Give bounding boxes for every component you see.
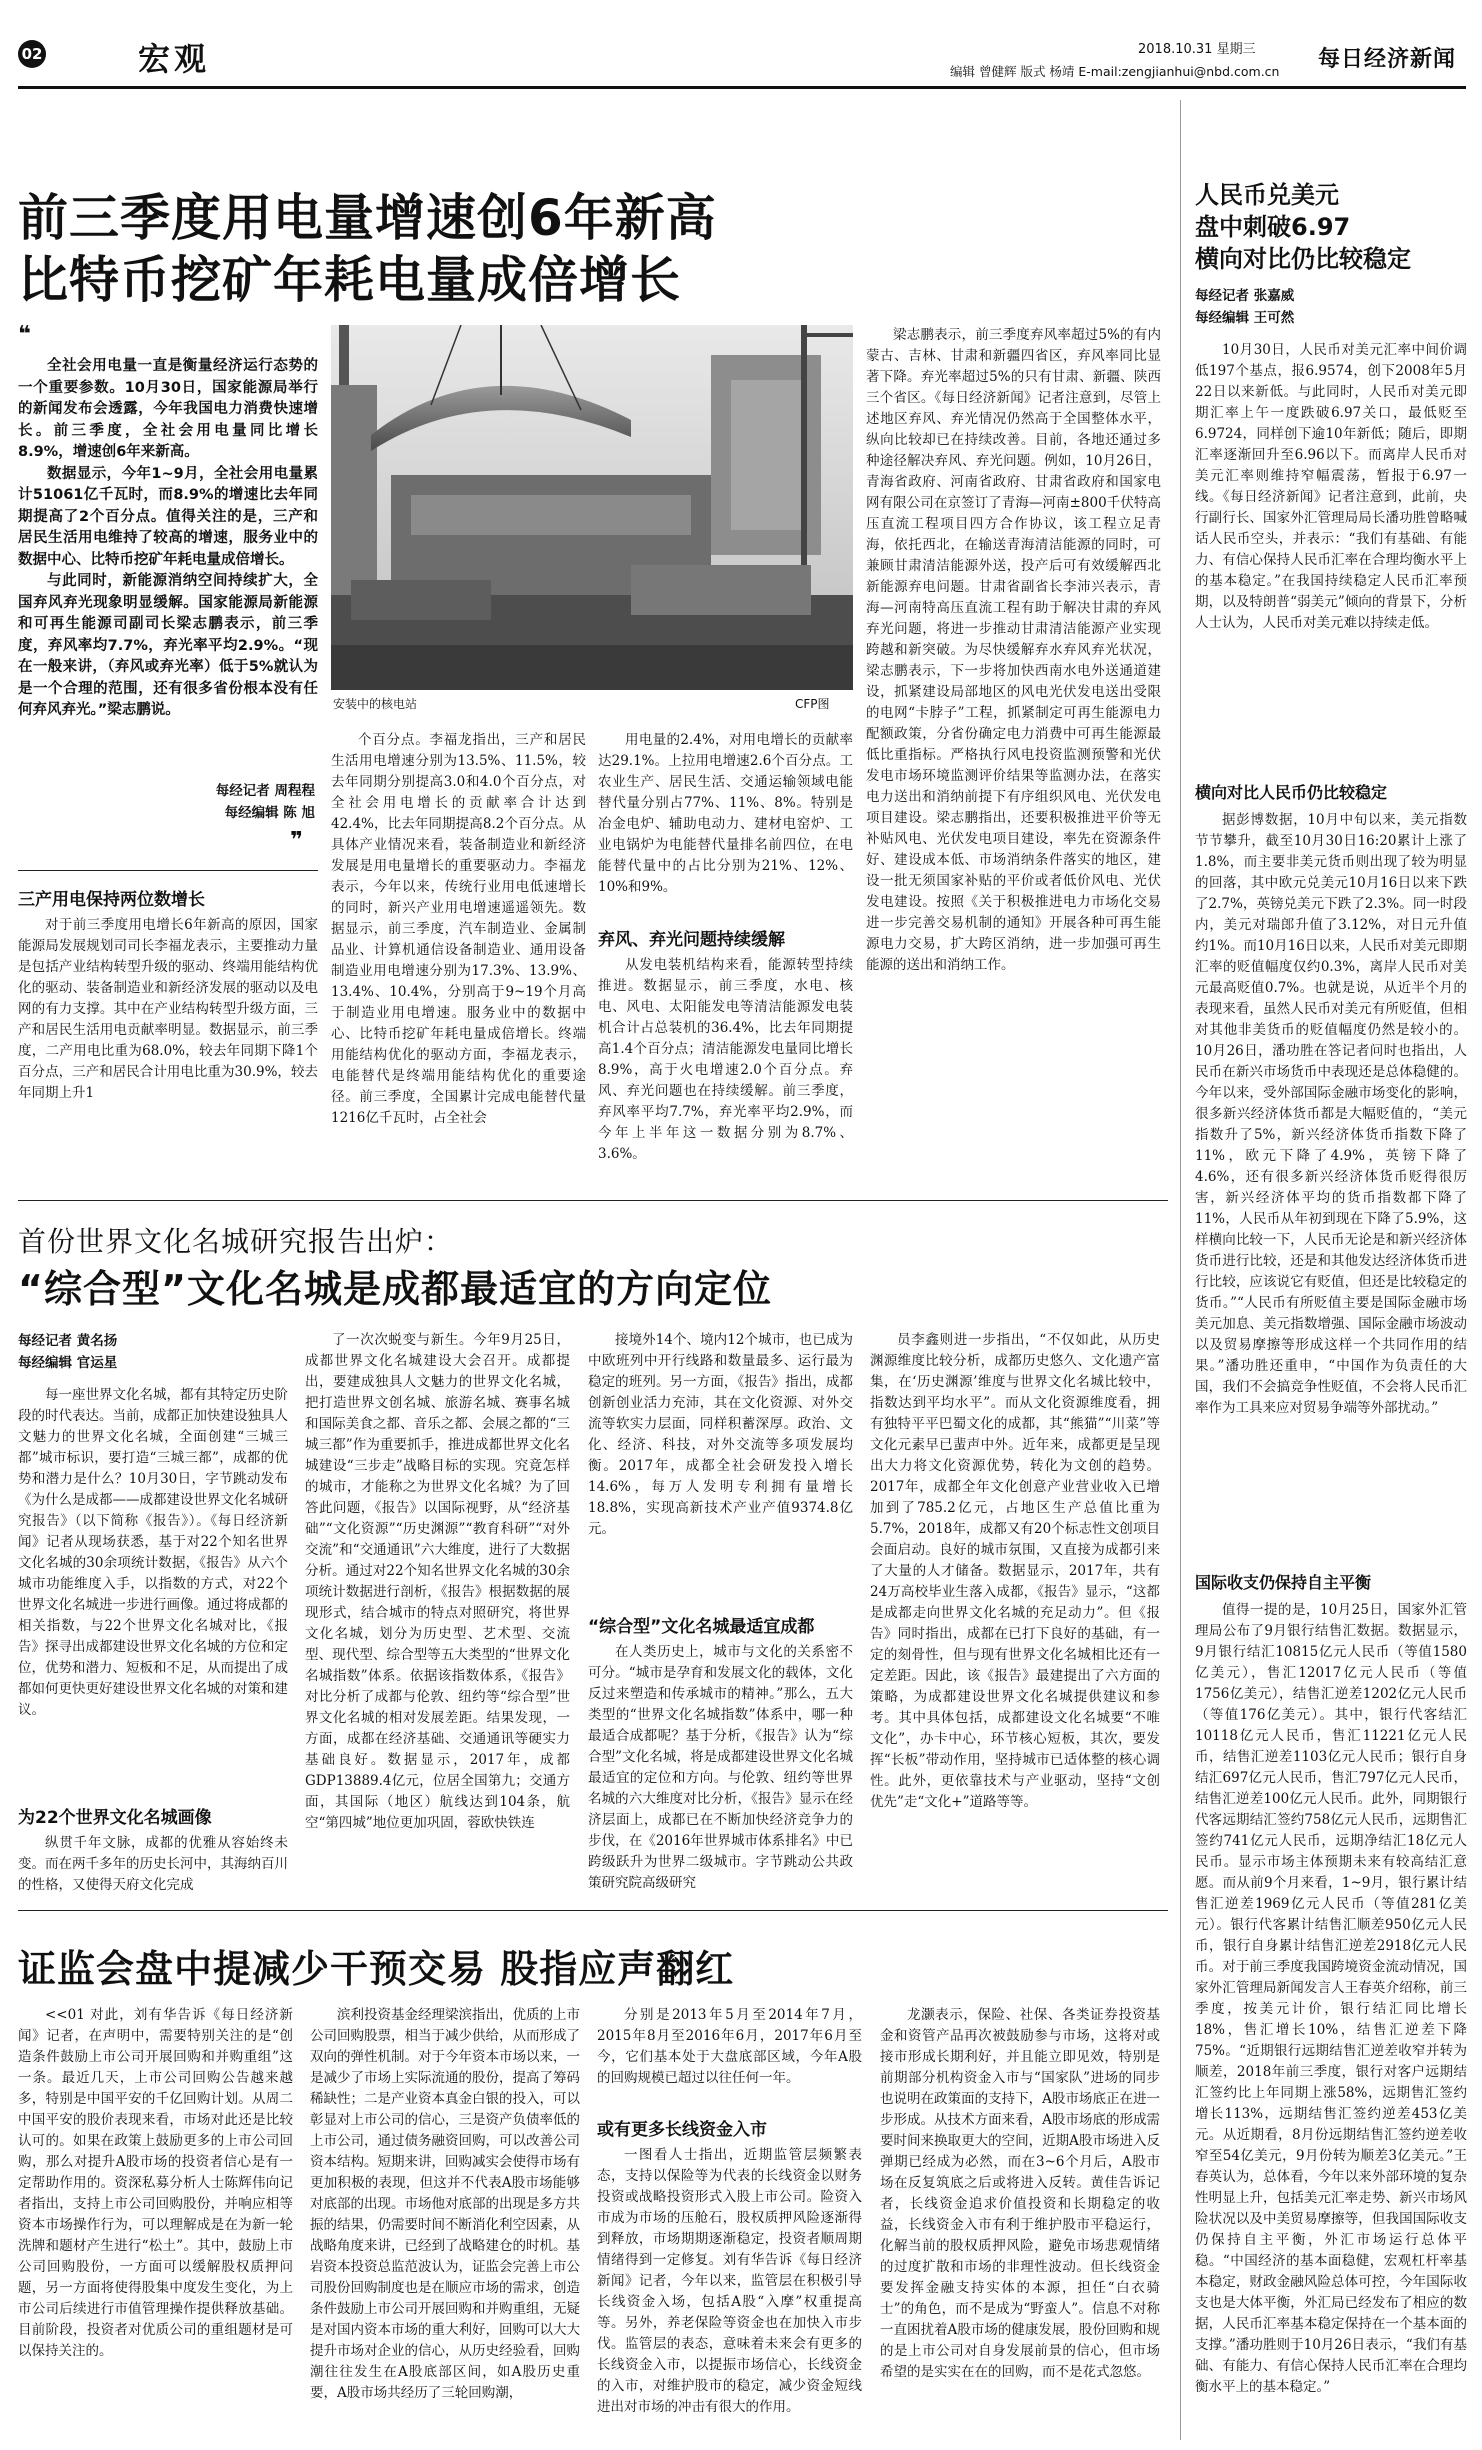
- body-text: 对于前三季度用电增长6年新高的原因，国家能源局发展规划司司长李福龙表示，主要推动力量是包括产业结构转型升级的驱动、终端用能结构优化的驱动、装备制造业和新经济发展的驱动以及电网的有力支撑。其中在产业结构转型升级方面，三产和居民生活用电贡献率明显。数据显示，前三季度，二产用电比重为68.0%，较去年同期下降1个百分点，三产和居民合计用电比重为30.9%，较去年同期上升1: [18, 917, 318, 1101]
- body-text: 接境外14个、境内12个城市，也已成为中欧班列中开行线路和数量最多、运行最为稳定的班列。另一方面，《报告》指出，成都创新创业活力充沛，其在文化资源、对外交流等软实力层面，同样积蓄深厚。政治、文化、经济、科技，对外交流等多项发展均衡。2017年，成都全社会研发投入增长14.6%，每万人发明专利拥有量增长18.8%，实现高新技术产业产值9374.8亿元。: [588, 1332, 853, 1537]
- header-rule: [18, 86, 1466, 89]
- article2-headline: “综合型”文化名城是成都最适宜的方向定位: [18, 1267, 772, 1311]
- subhead-balance-of-payments: 国际收支仍保持自主平衡: [1195, 1573, 1372, 1592]
- article2-column-4: [870, 1330, 1160, 1905]
- lead-paragraph-3: 与此同时，新能源消纳空间持续扩大，全国弃风弃光现象明显缓解。国家能源局新能源和可再生能源司副司长梁志鹏表示，前三季度，弃风率均7.7%，弃光率平均2.9%。“现在一般来讲，（弃风或弃光率）低于5%就认为是一个合理的范围，还有很多省份根本没有任何弃风弃光。”梁志鹏说。: [18, 573, 318, 718]
- subhead-horizontal-compare: 横向对比人民币仍比较稳定: [1195, 783, 1388, 802]
- page-number-badge: 02: [18, 40, 46, 68]
- headline-line-1: 前三季度用电量增速创6年新高: [18, 189, 717, 247]
- body-text: 分别是2013年5月至2014年7月，2015年8月至2016年6月，2017年6月至今，它们基本处于大盘底部区域，今年A股的回购规模已超过以往任何一年。: [597, 2007, 862, 2086]
- sidebar-headline-3: 横向对比仍比较稳定: [1195, 245, 1411, 273]
- article-csrc: [0, 1910, 1170, 2450]
- article2-column-3: [588, 1330, 853, 1605]
- sidebar-divider: [1180, 100, 1181, 2440]
- body-text: 据彭博数据，10月中旬以来，美元指数节节攀升，截至10月30日16:20累计上涨了1.8%，而主要非美元货币则出现了较为明显的回落，其中欧元兑美元10月16日以来下跌了2.7%，英镑兑美元下跌了2.3%。同一时段内，美元对瑞郎升值了3.12%，对日元升值约1%。而10月16日以来，人民币对美元即期汇率的贬值幅度仅约0.3%，离岸人民币对美元最高贬值0.7%。也就是说，从近半个月的表现来看，虽然人民币对美元有所贬值，但相对其他非美货币的贬值幅度仍然是较小的。10月26日，潘功胜在答记者问时也指出，人民币在新兴市场货币中表现还是总体稳健的。今年以来，受外部国际金融市场变化的影响，很多新兴经济体货币都是大幅贬值的，“美元指数升了5%，新兴经济体货币指数下降了11%，欧元下降了4.9%，英镑下降了4.6%，还有很多新兴经济体货币贬得很厉害，新兴经济体平均的货币指数都下降了11%，人民币从年初到现在下降了5.9%，这样横向比较一下，人民币无论是和新兴经济体货币进行比较，还是和其他发达经济体货币进行比较，应该说它有贬值，但还是比较稳定的货币。”“人民币有所贬值主要是国际金融市场美元加息、美元指数增强、国际金融市场波动以及贸易摩擦等形成这样一个共同作用的结果。”潘功胜还重申，“中国作为负责任的大国，我们不会搞竞争性贬值，不会将人民币汇率作为工具来应对贸易争端等外部扰动。”: [1195, 812, 1467, 1416]
- sidebar-headline-1: 人民币兑美元: [1195, 181, 1339, 209]
- byline-reporter: 每经记者 张嘉威: [1195, 288, 1295, 304]
- photo-credit: CFP图: [795, 697, 830, 711]
- byline-editor: 每经编辑 陈 旭: [224, 805, 315, 821]
- article3-column-4: [880, 2005, 1160, 2445]
- byline-article2: [18, 1330, 117, 1374]
- article-culture-city: [0, 1200, 1170, 1910]
- article3-headline: 证监会盘中提减少干预交易 股指应声翻红: [18, 1947, 735, 1991]
- subhead-long-term-capital: 或有更多长线资金入市: [597, 2120, 767, 2140]
- subhead-city-portrait: 为22个世界文化名城画像: [18, 1808, 212, 1828]
- sidebar-rmb: [1195, 95, 1467, 2445]
- article1-column-4: [866, 325, 1161, 1195]
- article2-column-3b: [588, 1642, 853, 1904]
- sidebar-headline-2: 盘中刺破6.97: [1195, 213, 1351, 241]
- body-text: 用电量的2.4%，对用电增长的贡献率达29.1%。上拉用电增速2.6个百分点。工农业生产、居民生活、交通运输领域电能替代量分别占77%、11%、8%。特别是冶金电炉、辅助电动力、建材电窑炉、工业电锅炉为电能替代量排名前四位，在电能替代量中的占比分别为21%、12%、10%和9%。: [598, 732, 853, 895]
- body-text: <<01 对此，刘有华告诉《每日经济新闻》记者，在声明中，需要特别关注的是“创造条件鼓励上市公司开展回购和并购重组”这一条。最近几天，上市公司回购公告越来越多，特别是中国平安的千亿回购计划。从周二中国平安的股价表现来看，市场对此还是比较认可的。如果在政策上鼓励更多的上市公司回购，那么对提升A股市场的投资者信心是有一定帮助作用的。资深私募分析人士陈辉伟向记者指出，支持上市公司回购股份，并响应相等资本市场操作行为，可以理解成是在为新一轮洗牌和题材产生进行“松土”。其中，鼓励上市公司回购股份，一方面可以缓解股权质押问题，另一方面将使得股集中度发生变化，为上市公司后续进行市值管理操作提供释放基础。目前阶段，投资者对优质公司的重组题材是可以保持关注的。: [18, 2007, 293, 2359]
- subhead-curtailment: 弃风、弃光问题持续缓解: [598, 930, 785, 950]
- open-quote-icon: ❝: [18, 322, 31, 347]
- sidebar-text-3: [1195, 1600, 1467, 2440]
- byline-article1: [165, 780, 315, 824]
- sidebar-text-2: [1195, 810, 1467, 1560]
- section-name: 宏观: [138, 40, 211, 78]
- article3-column-1: [18, 2005, 293, 2445]
- lead-divider: [18, 870, 318, 871]
- subhead-comprehensive: “综合型”文化名城最适宜成都: [588, 1617, 815, 1637]
- article2-column-1: [18, 1385, 288, 1795]
- body-text: 纵贯千年文脉，成都的优雅从容始终未变。而在两千多年的历史长河中，其海纳百川的性格，又使得天府文化完成: [18, 1835, 288, 1893]
- body-text: 个百分点。李福龙指出，三产和居民生活用电增速分别为13.5%、11.5%，较去年同期分别提高3.0和4.0个百分点，对全社会用电增长的贡献率合计达到42.4%，比去年同期提高8.2个百分点。从具体产业情况来看，装备制造业和新经济发展是用电量增长的重要驱动力。李福龙表示，今年以来，传统行业用电低速增长的同时，新兴产业用电增速遥遥领先。数据显示，前三季度，汽车制造业、金属制品业、计算机通信设备制造业、通用设备制造业用电增速分别为17.3%、13.9%、13.4%、10.4%，分别高于9~19个月高于制造业用电增速。服务业中的数据中心、比特币挖矿年耗电量成倍增长。终端用能结构优化的驱动方面，李福龙表示，电能替代是终端用能结构优化的重要途径。前三季度，全国累计完成电能替代量1216亿千瓦时，占全社会: [331, 732, 586, 1126]
- photo-caption: 安装中的核电站: [333, 697, 418, 711]
- page-header: [0, 0, 1482, 90]
- issue-date: 2018.10.31 星期三: [1138, 42, 1256, 57]
- byline-reporter: 每经记者 黄名扬: [18, 1333, 118, 1349]
- body-text: 10月30日，人民币对美元汇率中间价调低197个基点，报6.9574，创下2008年5月22日以来新低。与此同时，人民币对美元即期汇率上午一度跌破6.97关口，最低贬至6.9724，同样创下逾10年新低；随后，即期汇率逐渐回升至6.96以下。而离岸人民币对美元汇率则维持窄幅震荡，暂报于6.97一线。《每日经济新闻》记者注意到，此前，央行副行长、国家外汇管理局局长潘功胜曾略喊话人民币空头，并表示：“我们有基础、有能力、有信心保持人民币汇率在合理均衡水平上的基本稳定。”在我国持续稳定人民币汇率预期，以及特朗普“弱美元”倾向的背景下，分析人士认为，人民币对美元难以持续走低。: [1195, 342, 1467, 631]
- article2-column-2: [305, 1330, 570, 1905]
- lead-column: [18, 356, 318, 776]
- byline-sidebar: [1195, 285, 1294, 329]
- sidebar-text-1: [1195, 340, 1467, 770]
- body-text: 员李鑫则进一步指出，“不仅如此，从历史渊源维度比较分析，成都历史悠久、文化遗产富集，在‘历史渊源’维度与世界文化名城比较中，指数达到平均水平”。而从文化资源维度看，拥有独特平平巴蜀文化的成都，其“熊猫”“川菜”等文化元素早已蜚声中外。近年来，成都更是呈现出大力将文化资源优势，转化为文创的趋势。2017年，成都全年文化创意产业营业收入已增加到了785.2亿元，占地区生产总值比重为5.7%，2018年，成都又有20个标志性文创项目会面启动。良好的城市氛围，又直接为成都引来了大量的人才储备。数据显示，2017年，共有24万高校毕业生落入成都，《报告》显示，“这都是成都走向世界文化名城的充足动力”。但《报告》同时指出，成都在已打下良好的基础，有一定的刻骨性，但与现有世界文化名城相比还有一定差距。因此，该《报告》最建提出了六方面的策略，为成都建设世界文化名城提供建议和参考。其中具体包括，成都建设文化名城要“不唯文化”，办卡中心，环节核心短板，其次，要发挥“长板”带动作用，坚持城市已适体整的核心调性。此外，更依靠技术与产业驱动，坚持“文创优先”走“文化+”道路等等。: [870, 1332, 1160, 1810]
- lead-paragraph-1: 全社会用电量一直是衡量经济运行态势的一个重要参数。10月30日，国家能源局举行的新闻发布会透露，今年我国电力消费快速增长。前三季度，全社会用电量同比增长8.9%，增速创6年来新高。: [18, 358, 318, 460]
- body-text: 在人类历史上，城市与文化的关系密不可分。“城市是孕育和发展文化的载体，文化反过来塑造和传承城市的精神。”那么，五大类型的“世界文化名城指数”体系中，哪一种最适合成都呢？基于分析，《报告》认为“综合型”文化名城，将是成都建设世界文化名城最适宜的定位和方向。与伦敦、纽约等世界名城的六大维度对比分析，《报告》显示在经济层面上，成都已在不断加快经济竞争力的步伐，在《2016年世界城市体系排名》中已跨级跃升为世界二级城市。字节跳动公共政策研究院高级研究: [588, 1644, 853, 1891]
- article3-column-3: [597, 2005, 862, 2105]
- byline-editor: 每经编辑 官运星: [18, 1355, 118, 1371]
- body-text: 每一座世界文化名城，都有其特定历史阶段的时代表达。当前，成都正加快建设独具人文魅力的世界文化名城，全面创建“三城三都”城市标识，要打造“三城三都”，成都的优势和潜力是什么？10月30日，字节跳动发布《为什么是成都——成都建设世界文化名城研究报告》（以下简称《报告》）。《每日经济新闻》记者从现场获悉，基于对22个知名世界文化名城的30余项统计数据，《报告》从六个城市功能维度入手，以指数的方式，对22个世界文化名城进一步进行画像。通过将成都的相关指数，与22个世界文化名城对比，《报告》探寻出成都建设世界文化名城的方位和定位，优势和潜力、短板和不足，从而提出了成都如何更快更好建设世界文化名城的对策和建议。: [18, 1387, 288, 1718]
- body-text: 从发电装机结构来看，能源转型持续推进。数据显示，前三季度，水电、核电、风电、太阳能发电等清洁能源发电装机合计占总装机的36.4%，比去年同期提高1.4个百分点；清洁能源发电量同比增长8.9%，高于火电增速2.0个百分点。弃风、弃光问题也在持续缓解。前三季度，弃风率平均7.7%，弃光率平均2.9%，而今年上半年这一数据分别为8.7%、3.6%。: [598, 957, 853, 1162]
- article2-column-1b: [18, 1833, 288, 1903]
- photo-nuclear-plant: [331, 325, 853, 690]
- body-text: 一图看人士指出，近期监管层频繁表态，支持以保险等为代表的长线资金以财务投资或战略投资形式入股上市公司。险资入市成为市场的压舱石，股权质押风险逐渐得到释放，市场期期逐渐稳定，投资者顺周期情绪得到一定修复。刘有华告诉《每日经济新闻》记者，今年以来，监管层在积极引导长线资金入场，包括A股“入摩”权重提高等。另外，养老保险等资金也在加快入市步伐。监管层的表态，意味着未来会有更多的长线资金入市，以提振市场信心，长线资金的入市，对维护股市的稳定，减少资金短线进出对市场的冲击有很大的作用。: [597, 2147, 862, 2415]
- article1-column-1: [18, 915, 318, 1195]
- body-text: 梁志鹏表示，前三季度弃风率超过5%的有内蒙古、吉林、甘肃和新疆四省区，弃风率同比显著下降。弃光率超过5%的只有甘肃、新疆、陕西三个省区。《每日经济新闻》记者注意到，尽管上述地区弃风、弃光情况仍然高于全国整体水平，纵向比较却已在持续改善。目前，各地还通过多种途径解决弃风、弃光问题。例如，10月26日，青海省政府、河南省政府、甘肃省政府和国家电网有限公司在京签订了青海—河南±800千伏特高压直流工程项目四方合作协议，该工程立足青海，依托西北，在输送青海清洁能源的同时，可兼顾甘肃清洁能源外送，投产后可有效缓解西北新能源弃电问题。甘肃省副省长李沛兴表示，青海—河南特高压直流工程有助于解决甘肃的弃风弃光问题，将进一步推动甘肃清洁能源产业实现跨越和新突破。为尽快缓解弃水弃风弃光状况，梁志鹏表示，下一步将加快西南水电外送通道建设，抓紧建设局部地区的风电光伏发电送出受限的电网“卡脖子”工程，抓紧制定可再生能源电力配额政策，分省份确定电力消费中可再生能源最低比重指标。严格执行风电投资监测预警和光伏发电市场环境监测评价结果等监测办法，在落实电力送出和消纳前提下有序组织风电、光伏发电项目建设。梁志鹏指出，还要积极推进平价等无补贴风电、光伏发电项目建设，率先在资源条件好、建设成本低、市场消纳条件落实的地区，建设一批无须国家补贴的平价或者低价风电、光伏发电建设。按照《关于积极推进电力市场化交易 进一步完善交易机制的通知》开展各种可再生能源电力交易，扩大跨区消纳，进一步加强可再生能源的送出和消纳工作。: [866, 327, 1161, 973]
- body-text: 滨利投资基金经理梁滨指出，优质的上市公司回购股票，相当于减少供给，从而形成了双向的弹性机制。对于今年资本市场以来，一是减少了市场上实际流通的股份，提高了筹码稀缺性；二是产业资本真金白银的投入，可以彰显对上市公司的信心，三是资产负债率低的上市公司，通过债务融资回购，可以改善公司资本结构。短期来讲，回购减实会使得市场有更加积极的表现，但这并不代表A股市场能够对底部的出现。市场他对底部的出现是多方共振的结果，仍需要时间不断消化利空因素，从战略角度来讲，已经到了战略建仓的时机。基岩资本投资总监范波认为，证监会完善上市公司股份回购制度也是在顺应市场的需求，创造条件鼓励上市公司开展回购和并购重组，无疑是对国内资本市场的重大利好，回购可以大大提升市场对企业的信心，从历史经验看，回购潮往往发生在A股底部区间，如A股历史重要，A股市场共经历了三轮回购潮，: [310, 2007, 580, 2401]
- body-text: 龙灏表示，保险、社保、各类证券投资基金和资管产品再次被鼓励参与市场，这将对或接市形成长期利好，并且能立即见效，特别是前期部分机构资金入市与“国家队”进场的同步也说明在政策面的支持下，A股市场底正在进一步形成。从技术方面来看，A股市场底的形成需要时间来换取更大的空间，近期A股市场进入反弹期已经成为必然，而在3~6个月后，A股市场在反复筑底之后或将进入反转。黄佳告诉记者，长线资金追求价值投资和长期稳定的收益，长线资金入市有利于维护股市平稳运行，化解当前的股权质押风险，避免市场悲观情绪的过度扩散和市场的非理性波动。但长线资金要发挥金融支持实体的本源，担任“白衣骑士”的角色，而不是成为“野蛮人”。信息不对称一直困扰着A股市场的健康发展，股份回购和规的是上市公司对自身发展前景的信心，但市场希望的是实实在在的回购，而不是花式忽悠。: [880, 2007, 1160, 2380]
- editors-line: 编辑 曾健辉 版式 杨靖 E-mail:zengjianhui@nbd.com.cn: [950, 64, 1280, 79]
- byline-reporter: 每经记者 周程程: [215, 783, 315, 799]
- article1-column-3: [598, 730, 853, 915]
- article2-kicker: 首份世界文化名城研究报告出炉：: [18, 1225, 454, 1258]
- photo-illustration: [331, 325, 853, 690]
- close-quote-icon: ❞: [290, 828, 303, 853]
- subhead-tertiary-growth: 三产用电保持两位数增长: [18, 890, 205, 910]
- masthead-logo: 每日经济新闻: [1318, 47, 1457, 72]
- headline-line-2: 比特币挖矿年耗电量成倍增长: [18, 251, 681, 309]
- article3-column-3b: [597, 2145, 862, 2445]
- body-text: 值得一提的是，10月25日，国家外汇管理局公布了9月银行结售汇数据。数据显示，9月银行结汇10815亿元人民币（等值1580亿美元），售汇12017亿元人民币（等值1756亿美元），结售汇逆差1202亿元人民币（等值176亿美元）。其中，银行代客结汇10118亿元人民币，售汇11221亿元人民币，结售汇逆差1103亿元人民币；银行自身结汇697亿元人民币，售汇797亿元人民币，结售汇逆差100亿元人民币。此外，同期银行代客远期结汇签约758亿元人民币，远期售汇签约741亿元人民币，远期净结汇18亿元人民币。显示市场主体预期未来有较高结汇意愿。而从前9个月来看，1~9月，银行累计结售汇逆差1969亿元人民币（等值281亿美元）。银行代客累计结售汇顺差950亿元人民币，银行自身累计结售汇逆差2918亿元人民币。对于前三季度我国跨境资金流动情况，国家外汇管理局新闻发言人王春英介绍称，前三季度，按美元计价，银行结汇同比增长18%，售汇增长10%，结售汇逆差下降75%。“近期银行远期结售汇逆差收窄并转为顺差，2018年前三季度，银行对客户远期结汇签约比上年同期上涨58%，远期售汇签约增长113%，远期结售汇签约逆差453亿美元。从近期看，8月份远期结售汇签约逆差收窄至54亿美元，9月份转为顺差3亿美元。”王春英认为，总体看，今年以来外部环境的复杂性明显上升，包括美元汇率走势、新兴市场风险状况以及中美贸易摩擦等，但我国国际收支仍保持自主平衡，外汇市场运行总体平稳。“中国经济的基本面稳健，宏观杠杆率基本稳定，财政金融风险总体可控，今年国际收支也是大体平衡，外汇局已经发布了相应的数据，人民币汇率基本稳定保持在一个基本面的支撑。”潘功胜则于10月26日表示，“我们有基础、有能力、有信心保持人民币汇率在合理均衡水平上的基本稳定。”: [1195, 1602, 1467, 2395]
- article1-column-2: [331, 730, 586, 1195]
- byline-editor: 每经编辑 王可然: [1195, 310, 1295, 326]
- lead-paragraph-2: 数据显示，今年1~9月，全社会用电量累计51061亿千瓦时，而8.9%的增速比去年同期提高了2个百分点。值得关注的是，三产和居民生活用电维持了较高的增速，服务业中的数据中心、比特币挖矿年耗电量成倍增长。: [18, 465, 318, 568]
- article1-column-3b: [598, 955, 853, 1195]
- body-text: 了一次次蜕变与新生。今年9月25日，成都世界文化名城建设大会召开。成都提出，要建成独具人文魅力的世界文化名城，把打造世界文创名城、旅游名城、赛事名城和国际美食之都、音乐之都、会展之都的“三城三都”作为重要抓手，推进成都世界文化名城建设“三步走”战略目标的实现。究竟怎样的城市，才能称之为世界文化名城？为了回答此问题，《报告》以国际视野，从“经济基础”“文化资源”“历史渊源”“教育科研”“对外交流”和“交通通讯”六大维度，进行了大数据分析。通过对22个知名世界文化名城的30余项统计数据进行剖析，《报告》根据数据的展现形式，结合城市的特点对照研究，将世界文化名城，划分为历史型、艺术型、交流型、现代型、综合型等五大类型的“世界文化名城指数”体系。依据该指数体系，《报告》对比分析了成都与伦敦、纽约等“综合型”世界文化名城的相对发展差距。结果发现，一方面，成都在经济基础、交通通讯等硬实力基础良好。数据显示，2017年，成都GDP13889.4亿元，位居全国第九；交通方面，其国际（地区）航线达到104条，航空“第四城”地位更加巩固，蓉欧快铁连: [305, 1332, 570, 1831]
- article-electricity: [0, 90, 1170, 1200]
- article3-column-2: [310, 2005, 580, 2445]
